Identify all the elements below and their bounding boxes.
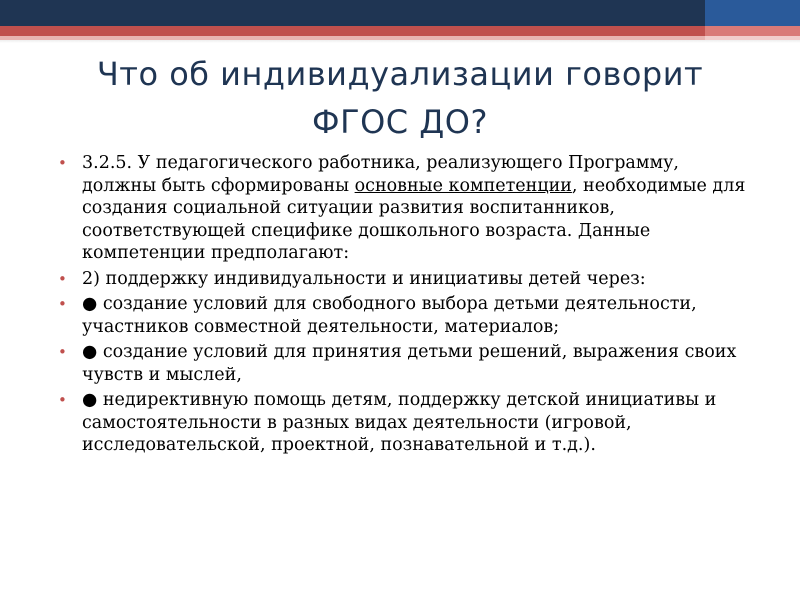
bullet-list [58, 152, 758, 460]
item-text: ● создание условий для принятия детьми решений, выражения своих чувств и мыслей, [82, 342, 737, 385]
header-band-navy-accent [705, 0, 800, 26]
list-item [58, 268, 758, 291]
header-band-navy [0, 0, 800, 26]
list-item [58, 389, 758, 457]
underlined-term: основные компетенции [354, 175, 572, 196]
list-item [58, 341, 758, 386]
item-text-continued: , необходимые для создания социальной ситуации развития воспитанников, соответствующей специфике дошкольного возраста. Данные компетенции предполагают: [82, 175, 746, 263]
header-band-red-accent [705, 26, 800, 36]
list-item [58, 293, 758, 338]
slide-title-line-1: Что об индивидуализации говорит [96, 55, 704, 93]
item-text: 3.2.5. У педагогического работника, реализующего Программу, должны быть сформированы [82, 153, 679, 196]
item-text: ● недирективную помощь детям, поддержку детской инициативы и самостоятельности в разных видах деятельности (игровой, исследовательской, проектной, познавательной и т.д.). [82, 390, 717, 455]
item-text: 2) поддержку индивидуальности и инициативы детей через: [82, 268, 646, 289]
bullet-marker: • [58, 343, 67, 361]
item-text: ● создание условий для свободного выбора детьми деятельности, участников совместной деятельности, материалов; [82, 294, 697, 337]
list-item [58, 152, 758, 265]
header-shadow [0, 40, 800, 43]
bullet-marker: • [58, 269, 67, 288]
header-band-red [0, 26, 800, 36]
bullet-marker: • [58, 295, 67, 313]
slide-title-line-2: ФГОС ДО? [312, 103, 488, 141]
slide-title [30, 50, 770, 146]
bullet-marker: • [58, 154, 67, 172]
bullet-marker: • [58, 391, 67, 409]
